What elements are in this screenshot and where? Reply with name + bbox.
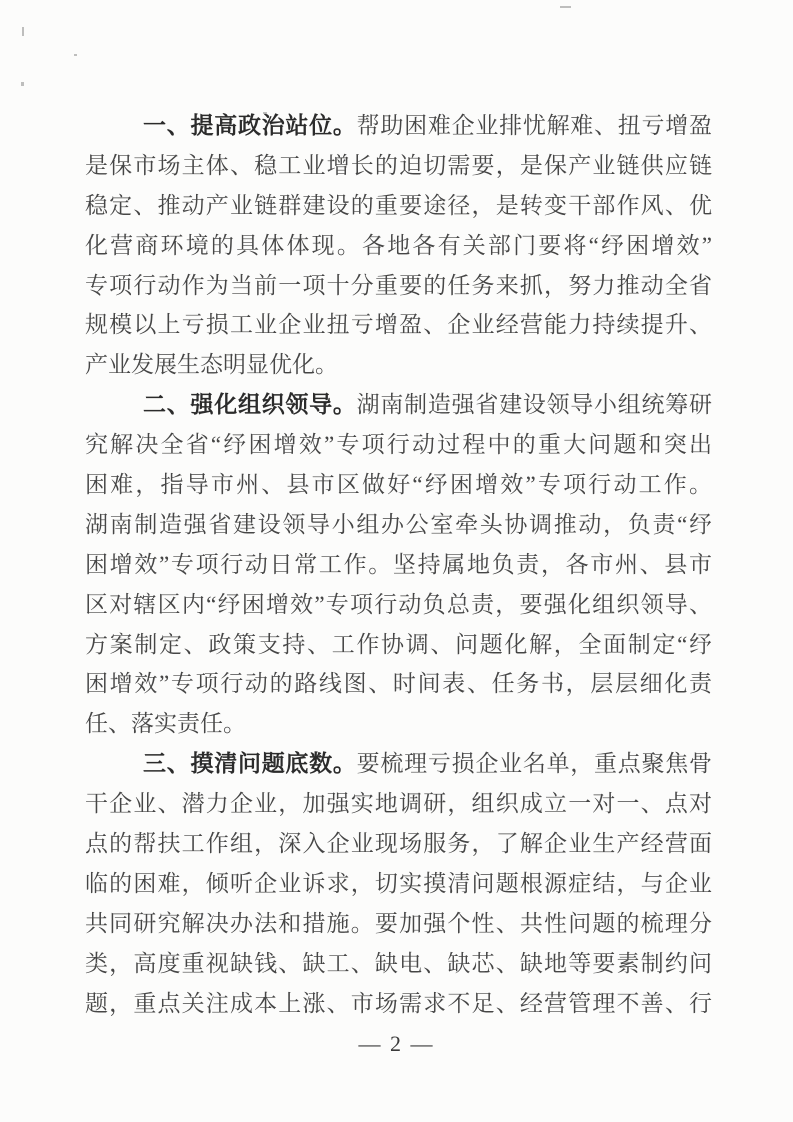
text-line: 究解决全省“纾困增效”专项行动过程中的重大问题和突出 bbox=[85, 432, 712, 458]
text-line: 是保市场主体、稳工业增长的迫切需要，是保产业链供应链 bbox=[85, 152, 712, 178]
text-line: 困增效”专项行动日常工作。坚持属地负责，各市州、县市 bbox=[85, 551, 712, 577]
scan-speck bbox=[560, 6, 571, 8]
text-line: 点的帮扶工作组，深入企业现场服务，了解企业生产经营面 bbox=[85, 831, 712, 857]
text-line: 湖南制造强省建设领导小组办公室牵头协调推动，负责“纾 bbox=[85, 511, 712, 537]
scan-speck bbox=[74, 54, 77, 56]
scan-speck bbox=[22, 27, 24, 36]
paragraph-1-first-line-text: 帮助困难企业排忧解难、扭亏增盈 bbox=[356, 113, 712, 138]
text-line: 规模以上亏损工业企业扭亏增盈、企业经营能力持续提升、 bbox=[85, 312, 712, 338]
text-line: 专项行动作为当前一项十分重要的任务来抓，努力推动全省 bbox=[85, 272, 712, 298]
text-line: 共同研究解决办法和措施。要加强个性、共性问题的梳理分 bbox=[85, 910, 712, 936]
document-body bbox=[85, 106, 712, 1023]
page-number: — 2 — bbox=[358, 1031, 435, 1056]
text-line: 困增效”专项行动的路线图、时间表、任务书，层层细化责 bbox=[85, 671, 712, 697]
text-line: 化营商环境的具体体现。各地各有关部门要将“纾困增效” bbox=[85, 232, 712, 258]
paragraph-2-first-line-text: 湖南制造强省建设领导小组统筹研 bbox=[356, 392, 712, 418]
text-line: 干企业、潜力企业，加强实地调研，组织成立一对一、点对 bbox=[85, 791, 712, 817]
scan-speck bbox=[21, 82, 24, 86]
text-line bbox=[85, 744, 712, 784]
text-line bbox=[85, 106, 712, 146]
paragraph-1-heading: 一、提高政治站位。 bbox=[143, 112, 357, 138]
text-line: 稳定、推动产业链群建设的重要途径，是转变干部作风、优 bbox=[85, 192, 712, 218]
paragraph-3 bbox=[85, 744, 712, 1023]
text-line: 产业发展生态明显优化。 bbox=[85, 352, 338, 378]
paragraph-1 bbox=[85, 106, 712, 385]
text-line: 方案制定、政策支持、工作协调、问题化解，全面制定“纾 bbox=[85, 631, 712, 657]
paragraph-2 bbox=[85, 385, 712, 744]
text-line: 困难，指导市州、县市区做好“纾困增效”专项行动工作。 bbox=[85, 472, 712, 498]
text-line bbox=[85, 385, 712, 425]
text-line: 题，重点关注成本上涨、市场需求不足、经营管理不善、行 bbox=[85, 990, 712, 1016]
paragraph-2-heading: 二、强化组织领导。 bbox=[143, 391, 357, 418]
text-line: 临的困难，倾听企业诉求，切实摸清问题根源症结，与企业 bbox=[85, 870, 712, 896]
text-line: 任、落实责任。 bbox=[85, 711, 246, 737]
text-line: 类，高度重视缺钱、缺工、缺电、缺芯、缺地等要素制约问 bbox=[85, 950, 712, 976]
text-line: 区对辖区内“纾困增效”专项行动负总责，要强化组织领导、 bbox=[85, 591, 712, 617]
paragraph-3-first-line-text: 要梳理亏损企业名单，重点聚焦骨 bbox=[356, 751, 712, 777]
paragraph-3-heading: 三、摸清问题底数。 bbox=[143, 750, 357, 777]
